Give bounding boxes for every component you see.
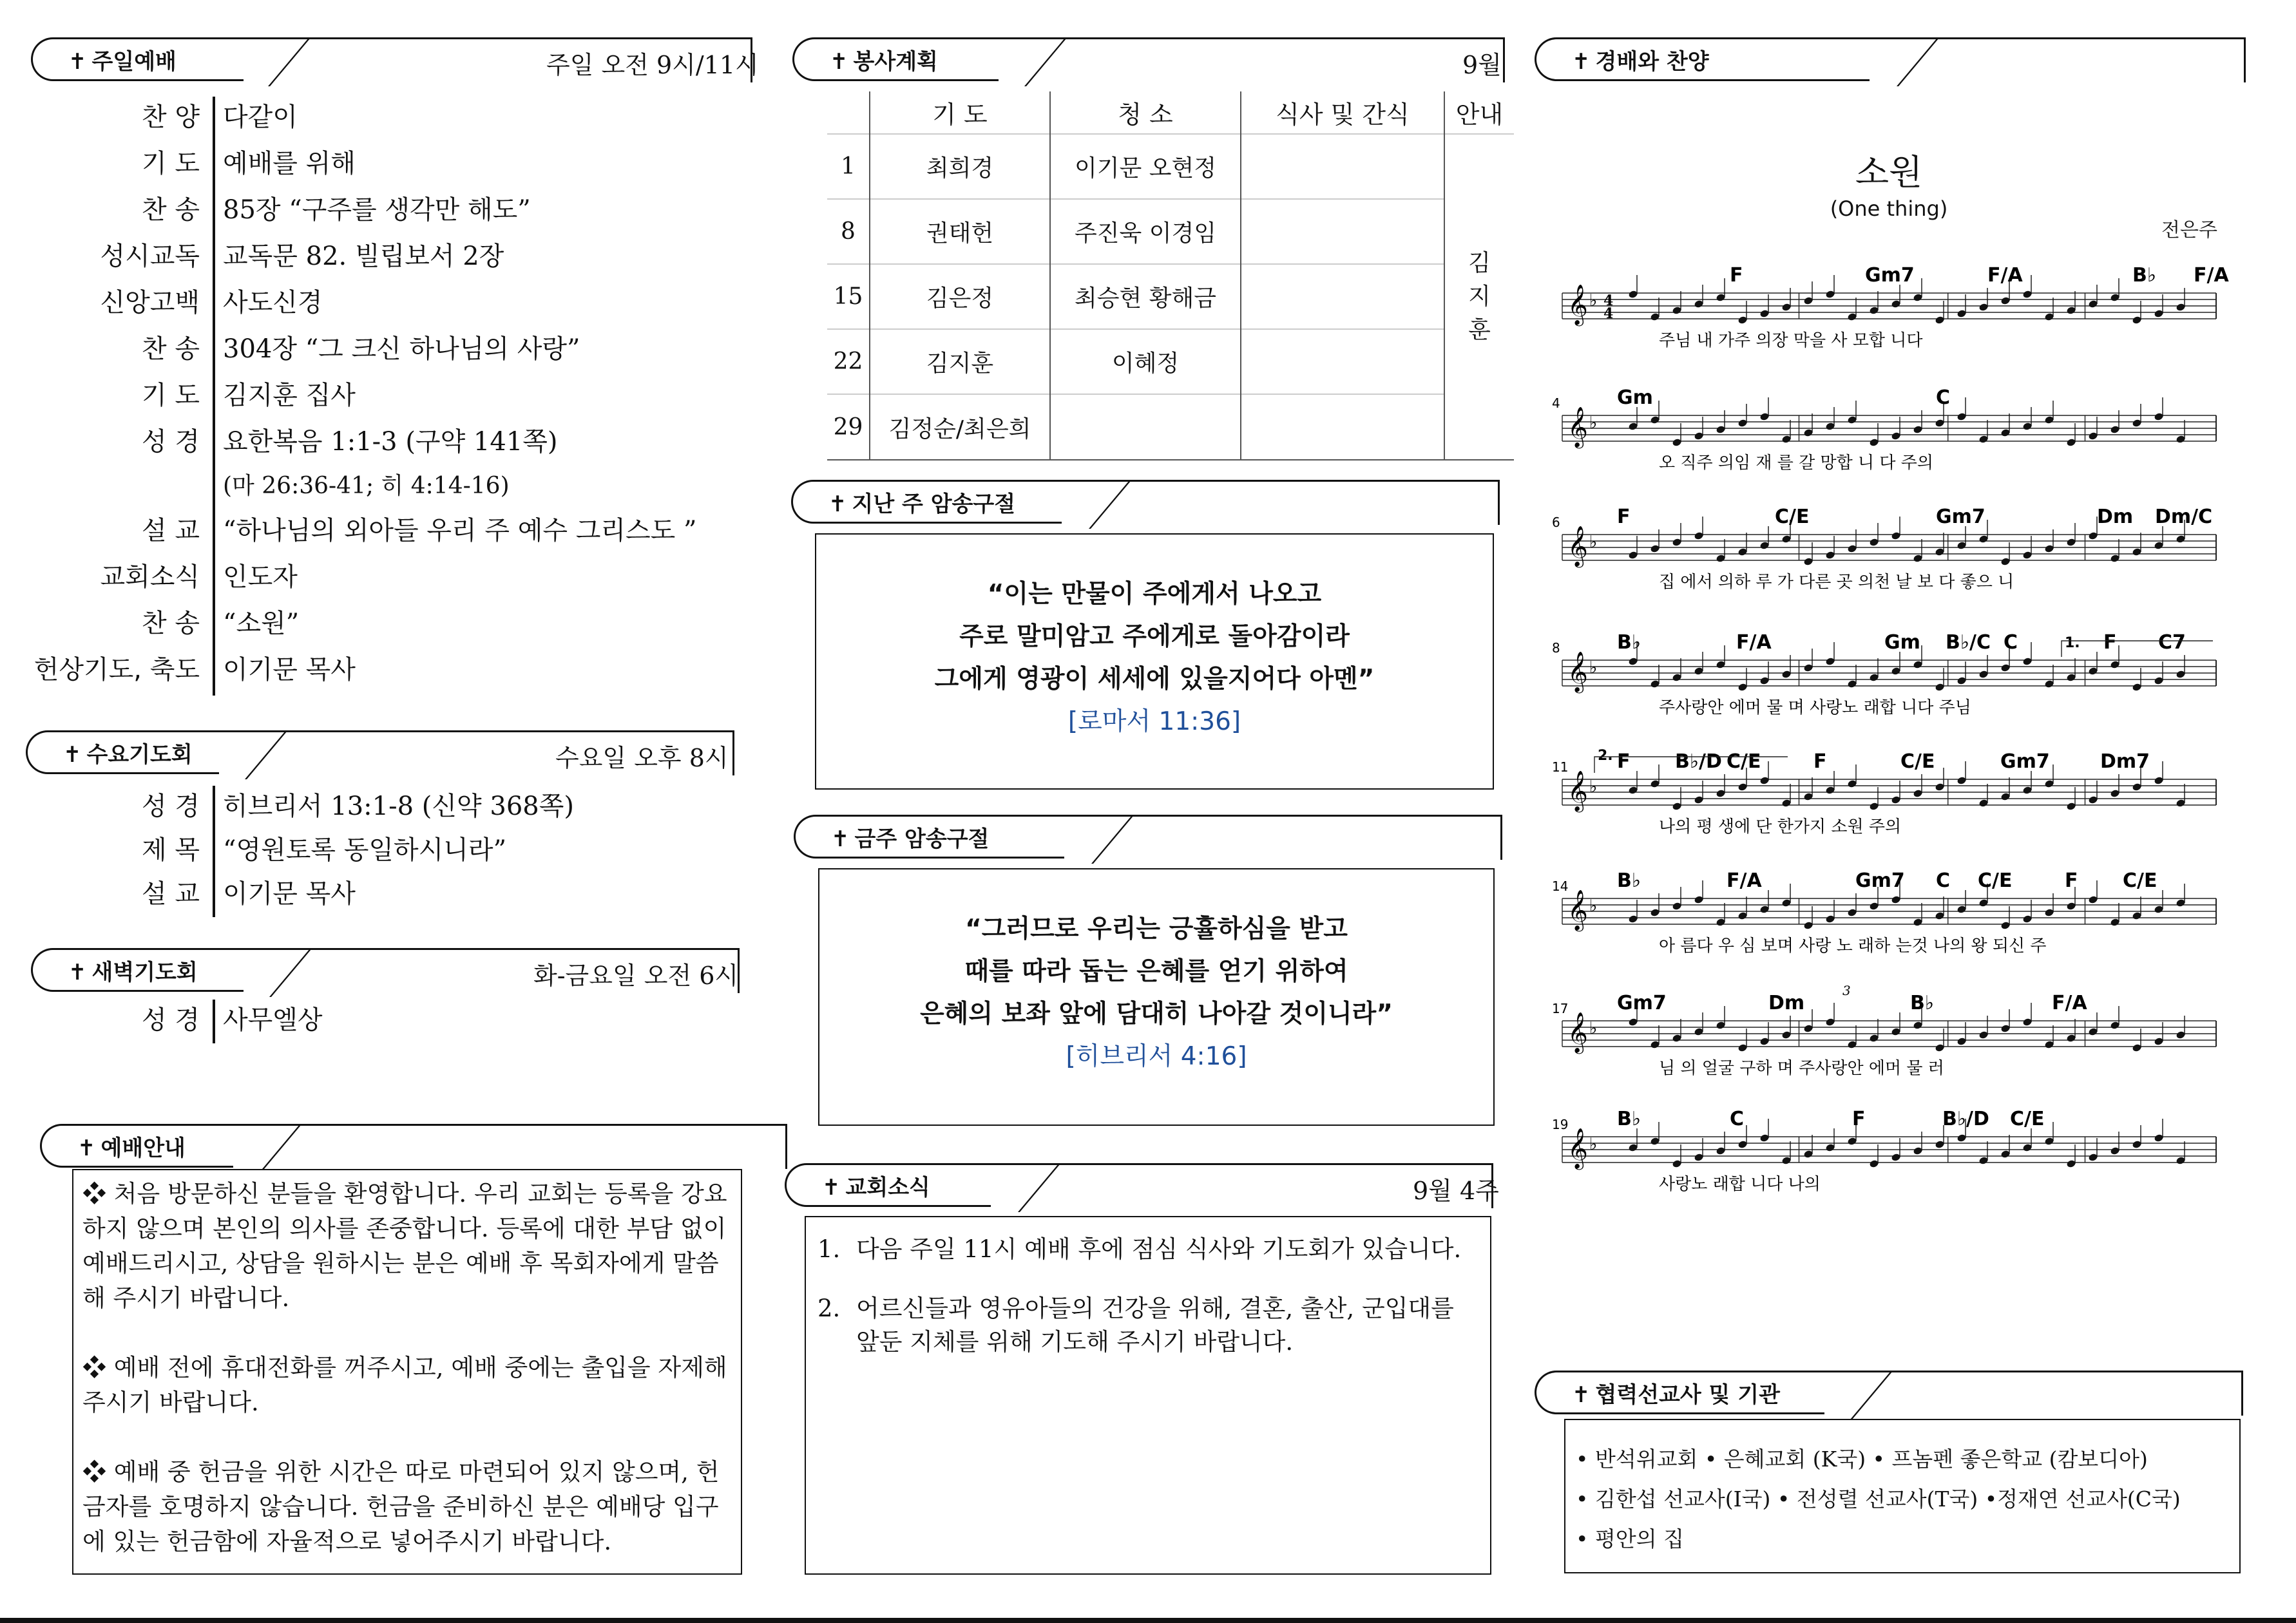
news-item-number: 2. — [818, 1295, 841, 1322]
serve-table-header-row — [827, 91, 1514, 134]
order-divider — [213, 97, 215, 696]
mission-line: • 김한섭 선교사(I국) • 전성렬 선교사(T국) •정재연 선교사(C국) — [1576, 1486, 2181, 1512]
measure-number: 8 — [1552, 640, 1560, 656]
order-row — [31, 189, 740, 236]
chord-symbol: F/A — [1987, 264, 2023, 287]
chord-symbol: C7 — [2158, 631, 2186, 654]
sunday-order-of-service — [31, 97, 740, 696]
news-item-text: 어르신들과 영유아들의 건강을 위해, 결혼, 출산, 군입대를 앞둔 지체를 위해 기도해 주시기 바랍니다. — [856, 1295, 1454, 1356]
volta-2-label: 2. — [1598, 748, 1613, 764]
chord-symbol: B♭ — [1617, 869, 1641, 892]
order-value: “소원” — [223, 609, 300, 638]
chord-symbol: F — [2103, 631, 2117, 654]
order-row — [31, 786, 740, 830]
verse-line: “이는 만물이 주에게서 나오고 — [987, 580, 1322, 609]
chord-symbol: F — [1813, 750, 1827, 773]
chord-symbol: B♭ — [1910, 992, 1935, 1014]
table-header-meal: 식사 및 간식 — [1241, 91, 1444, 134]
key-flat-icon: ♭ — [1589, 1019, 1598, 1038]
chord-symbol: F — [1730, 264, 1743, 287]
order-value: 히브리서 13:1-8 (신약 368쪽) — [223, 792, 574, 821]
chord-symbol: B♭/D — [1942, 1108, 1989, 1130]
table-row — [827, 199, 1514, 264]
chord-symbol: B♭ — [1617, 631, 1641, 654]
order-label: 설 교 — [142, 516, 200, 546]
serve-prayer-cell: 최희경 — [870, 134, 1050, 199]
serve-title: ✝ 봉사계획 — [830, 49, 938, 75]
treble-clef-icon: 𝄞 — [1567, 770, 1588, 811]
chord-symbol: F — [2065, 869, 2078, 892]
lyric-line: 사랑노 래합 니다 나의 — [1659, 1175, 1821, 1194]
lyric-line: 님 의 얼굴 구하 며 주사랑안 에머 물 러 — [1659, 1059, 1944, 1078]
chord-symbol: C — [1936, 869, 1951, 892]
order-value: (마 26:36-41; 히 4:14-16) — [223, 473, 510, 499]
chord-symbol: F/A — [1727, 869, 1762, 892]
guide-person-char: 지 — [1468, 283, 1491, 310]
lyric-line: 나의 평 생에 단 한가지 소원 주의 — [1659, 817, 1902, 837]
treble-clef-icon: 𝄞 — [1567, 1128, 1588, 1168]
serve-prayer-cell: 김은정 — [870, 264, 1050, 329]
verse-line: 주로 말미암고 주에게로 돌아감이라 — [959, 622, 1350, 651]
song-title: 소원 — [1855, 152, 1923, 193]
wednesday-section-header — [26, 730, 734, 774]
treble-clef-icon: 𝄞 — [1567, 889, 1588, 930]
dawn-title: ✝ 새벽기도회 — [68, 960, 198, 985]
serve-day-cell: 8 — [827, 199, 870, 264]
order-value: 이기문 목사 — [223, 655, 356, 685]
order-row — [31, 97, 740, 143]
song-subtitle: (One thing) — [1830, 196, 1948, 221]
news-item-text: 다음 주일 11시 예배 후에 점심 식사와 기도회가 있습니다. — [856, 1235, 1462, 1263]
chord-symbol: Gm7 — [1936, 506, 1985, 528]
last-verse-title: ✝ 지난 주 암송구절 — [828, 491, 1016, 517]
order-value: 85장 “구주를 생각만 해도” — [223, 195, 531, 225]
order-row — [31, 603, 740, 649]
this-verse-section-header — [794, 815, 1502, 859]
volta-1-label: 1. — [2065, 635, 2080, 651]
order-row — [31, 143, 740, 189]
this-verse-box — [818, 868, 1495, 1126]
table-header-guide: 안내 — [1455, 100, 1504, 129]
guide-paragraph: ❖ 예배 중 헌금을 위한 시간은 따로 마련되어 있지 않으며, 헌금자를 호명하지 않습니다. 헌금을 준비하신 분은 예배당 입구에 있는 헌금함에 자율적으로 넣어주시기 바랍니다. — [82, 1458, 720, 1555]
news-item — [818, 1233, 1478, 1266]
order-value: 이기문 목사 — [223, 879, 356, 909]
news-item — [818, 1292, 1478, 1359]
order-row — [31, 468, 740, 510]
wednesday-time: 수요일 오후 8시 — [555, 744, 729, 772]
worship-title: ✝ 경배와 찬양 — [1572, 49, 1709, 75]
wednesday-order-of-service — [31, 786, 740, 917]
measure-number: 19 — [1552, 1117, 1569, 1132]
serve-prayer-cell: 김지훈 — [870, 329, 1050, 394]
order-label: 성 경 — [142, 1005, 200, 1035]
sunday-section-header — [31, 37, 759, 81]
order-value: 다같이 — [223, 102, 298, 132]
order-divider — [213, 1000, 215, 1043]
worship-guide-box — [72, 1169, 742, 1575]
order-value: “하나님의 외아들 우리 주 예수 그리스도 ” — [223, 516, 697, 546]
order-label: 성시교독 — [100, 242, 200, 271]
key-flat-icon: ♭ — [1589, 291, 1598, 310]
chord-symbol: B♭ — [1617, 1108, 1641, 1130]
order-label: 성 경 — [142, 792, 200, 821]
serve-cleaning-cell: 이혜정 — [1050, 329, 1241, 394]
measure-number: 11 — [1552, 759, 1569, 775]
dawn-time: 화-금요일 오전 6시 — [533, 962, 739, 990]
chord-symbol: C — [1936, 386, 1951, 409]
order-value: 요한복음 1:1-3 (구약 141쪽) — [223, 427, 558, 457]
table-header-cleaning: 청 소 — [1050, 91, 1241, 134]
dawn-section-header — [31, 948, 740, 992]
order-label: 제 목 — [142, 835, 200, 865]
verse-line: 때를 따라 돕는 은혜를 얻기 위하여 — [964, 957, 1348, 986]
table-header-cell-empty — [827, 91, 870, 134]
order-label: 성 경 — [142, 427, 200, 457]
dawn-order-of-service — [31, 1000, 740, 1043]
order-value: 사도신경 — [223, 288, 323, 318]
chord-symbol: Dm — [1768, 992, 1805, 1014]
treble-clef-icon: 𝄞 — [1567, 284, 1588, 325]
news-item-number: 1. — [818, 1235, 841, 1263]
verse-reference: [로마서 11:36] — [1067, 707, 1241, 736]
order-value: “영원토록 동일하시니라” — [223, 835, 507, 865]
order-divider — [213, 786, 215, 917]
chord-symbol: C/E — [1727, 750, 1761, 773]
serve-month: 9월 — [1462, 51, 1502, 79]
chord-symbol: C/E — [2010, 1108, 2045, 1130]
serve-cleaning-cell: 최승현 황해금 — [1050, 264, 1241, 329]
chord-symbol: C — [1730, 1108, 1745, 1130]
serve-guide-cell — [1444, 134, 1514, 459]
verse-line: 그에게 영광이 세세에 있을지어다 아멘” — [934, 665, 1375, 694]
chord-symbol: Dm/C — [2155, 506, 2213, 528]
order-value: 예배를 위해 — [223, 149, 356, 178]
verse-line: “그러므로 우리는 긍휼하심을 받고 — [965, 915, 1348, 944]
key-flat-icon: ♭ — [1589, 413, 1598, 433]
wednesday-title: ✝ 수요기도회 — [63, 742, 193, 768]
lyric-line: 아 름다 우 심 보며 사랑 노 래하 는것 나의 왕 되신 주 — [1659, 936, 2047, 956]
chord-symbol: Gm7 — [2000, 750, 2050, 773]
order-row — [31, 236, 740, 282]
chord-symbol: Dm7 — [2100, 750, 2150, 773]
table-row — [827, 264, 1514, 329]
last-verse-section-header — [791, 480, 1500, 524]
order-row — [31, 282, 740, 328]
lyric-line: 오 직주 의임 재 를 갈 망합 니 다 주의 — [1659, 453, 1934, 473]
order-row — [31, 556, 740, 603]
serve-meal-cell — [1241, 264, 1444, 329]
serve-day-cell: 22 — [827, 329, 870, 394]
order-label: 신앙고백 — [100, 288, 200, 318]
table-row — [827, 329, 1514, 394]
time-signature-top: 4 — [1603, 292, 1614, 309]
mission-line: • 평안의 집 — [1576, 1526, 1684, 1552]
guide-section-header — [40, 1124, 787, 1168]
chord-symbol: C/E — [1900, 750, 1935, 773]
order-label: 기 도 — [142, 381, 200, 410]
serve-meal-cell — [1241, 199, 1444, 264]
last-verse-box — [815, 533, 1494, 790]
verse-reference: [히브리서 4:16] — [1066, 1042, 1247, 1071]
news-title: ✝ 교회소식 — [822, 1175, 930, 1201]
key-flat-icon: ♭ — [1589, 533, 1598, 552]
lyric-line: 집 에서 의하 루 가 다른 곳 의천 날 보 다 좋으 니 — [1659, 573, 2014, 592]
chord-symbol: C/E — [1775, 506, 1810, 528]
order-label: 설 교 — [142, 879, 200, 909]
song-composer: 전은주 — [2161, 219, 2217, 242]
serve-cleaning-cell: 주진욱 이경임 — [1050, 199, 1241, 264]
serve-cleaning-cell: 이기문 오현정 — [1050, 134, 1241, 199]
chord-symbol: F/A — [1736, 631, 1772, 654]
order-row — [31, 873, 740, 917]
order-value: 김지훈 집사 — [223, 381, 356, 410]
news-list — [818, 1233, 1478, 1359]
chord-symbol: F/A — [2052, 992, 2087, 1014]
chord-symbol: F — [1852, 1108, 1866, 1130]
news-week: 9월 4주 — [1413, 1177, 1499, 1205]
lyric-line: 주사랑안 에머 물 며 사랑노 래합 니다 주님 — [1659, 698, 1971, 717]
measure-number: 17 — [1552, 1001, 1569, 1016]
chord-symbol: F — [1617, 506, 1631, 528]
chord-symbol: C — [2004, 631, 2018, 654]
order-label: 헌상기도, 축도 — [33, 655, 200, 685]
order-label: 찬 송 — [142, 334, 200, 364]
verse-line: 은혜의 보좌 앞에 담대히 나아갈 것이니라” — [920, 1000, 1393, 1029]
chord-symbol: Gm — [1884, 631, 1920, 654]
chord-symbol: Gm7 — [1617, 992, 1667, 1014]
serve-prayer-cell: 김정순/최은희 — [870, 394, 1050, 459]
serve-cleaning-cell — [1050, 394, 1241, 459]
treble-clef-icon: 𝄞 — [1567, 651, 1588, 692]
key-flat-icon: ♭ — [1589, 897, 1598, 916]
volta-1-bracket — [2062, 641, 2213, 657]
chord-symbol: Dm — [2097, 506, 2134, 528]
order-row — [31, 375, 740, 421]
treble-clef-icon: 𝄞 — [1567, 406, 1588, 447]
key-flat-icon: ♭ — [1589, 1135, 1598, 1154]
order-row — [31, 510, 740, 556]
serve-meal-cell — [1241, 134, 1444, 199]
chord-symbol: C/E — [2123, 869, 2157, 892]
treble-clef-icon: 𝄞 — [1567, 526, 1588, 566]
chord-symbol: Gm — [1617, 386, 1653, 409]
left-column — [31, 37, 759, 1043]
serve-meal-cell — [1241, 329, 1444, 394]
chord-symbol: F — [1617, 750, 1631, 773]
order-label: 기 도 — [142, 149, 200, 178]
triplet-mark: 3 — [1842, 983, 1851, 998]
serve-table-wrap — [827, 91, 1514, 460]
table-row — [827, 394, 1514, 459]
sheet-music — [1549, 242, 2277, 1194]
lyric-line: 주님 내 가주 의장 막을 사 모합 니다 — [1659, 331, 1923, 350]
serve-table — [827, 91, 1514, 459]
this-verse-title: ✝ 금주 암송구절 — [831, 826, 990, 852]
guide-person-char: 김 — [1468, 250, 1491, 276]
sunday-time: 주일 오전 9시/11시 — [546, 51, 759, 79]
chord-symbol: Gm7 — [1865, 264, 1915, 287]
key-flat-icon: ♭ — [1589, 658, 1598, 678]
chord-symbol: C/E — [1978, 869, 2013, 892]
order-value: 인도자 — [223, 562, 298, 592]
order-row — [31, 1000, 740, 1043]
order-value: 사무엘상 — [223, 1005, 323, 1035]
table-row — [827, 134, 1514, 199]
worship-section-header — [1535, 37, 2246, 81]
order-value: 교독문 82. 빌립보서 2장 — [223, 242, 504, 271]
order-row — [31, 830, 740, 873]
mission-section-header — [1535, 1371, 2243, 1414]
page-bottom-border — [0, 1618, 2296, 1623]
mission-title: ✝ 협력선교사 및 기관 — [1572, 1382, 1780, 1408]
chord-symbol: B♭/C — [1946, 631, 1991, 654]
order-row — [31, 649, 740, 696]
measure-number: 14 — [1552, 878, 1569, 894]
order-label: 교회소식 — [100, 562, 200, 592]
order-label: 찬 양 — [142, 102, 200, 132]
serve-day-cell: 29 — [827, 394, 870, 459]
guide-paragraph: ❖ 처음 방문하신 분들을 환영합니다. 우리 교회는 등록을 강요하지 않으며 본인의 의사를 존중합니다. 등록에 대한 부담 없이 예배드리시고, 상담을 원하시는 분은 예배 후 목회자에게 말씀해 주시기 바랍니다. — [82, 1180, 727, 1312]
news-section-header — [785, 1163, 1499, 1207]
order-label: 찬 송 — [142, 195, 200, 225]
serve-prayer-cell: 권태헌 — [870, 199, 1050, 264]
time-signature-bottom: 4 — [1603, 305, 1614, 322]
chord-symbol: Gm7 — [1855, 869, 1905, 892]
order-row — [31, 328, 740, 375]
order-value: 304장 “그 크신 하나님의 사랑” — [223, 334, 580, 364]
measure-number: 4 — [1552, 395, 1560, 411]
serve-meal-cell — [1241, 394, 1444, 459]
table-header-prayer: 기 도 — [870, 91, 1050, 134]
serve-table-bottom-line — [827, 459, 1514, 460]
guide-paragraph: ❖ 예배 전에 휴대전화를 꺼주시고, 예배 중에는 출입을 자제해 주시기 바랍니다. — [82, 1354, 727, 1416]
serve-day-cell: 15 — [827, 264, 870, 329]
news-box — [805, 1216, 1491, 1575]
chord-symbol: B♭ — [2132, 264, 2157, 287]
serve-day-cell: 1 — [827, 134, 870, 199]
treble-clef-icon: 𝄞 — [1567, 1012, 1588, 1052]
mission-line: • 반석위교회 • 은혜교회 (K국) • 프놈펜 좋은학교 (캄보디아) — [1576, 1447, 2148, 1472]
order-row — [31, 421, 740, 468]
serve-section-header — [792, 37, 1505, 81]
measure-number: 6 — [1552, 515, 1560, 530]
order-label: 찬 송 — [142, 609, 200, 638]
chord-symbol: F/A — [2194, 264, 2229, 287]
chord-symbol: B♭/D — [1675, 750, 1722, 773]
key-flat-icon: ♭ — [1589, 777, 1598, 797]
guide-person-char: 훈 — [1468, 317, 1491, 343]
guide-title: ✝ 예배안내 — [77, 1135, 186, 1161]
mission-box — [1564, 1419, 2241, 1573]
sunday-title: ✝ 주일예배 — [68, 49, 177, 75]
